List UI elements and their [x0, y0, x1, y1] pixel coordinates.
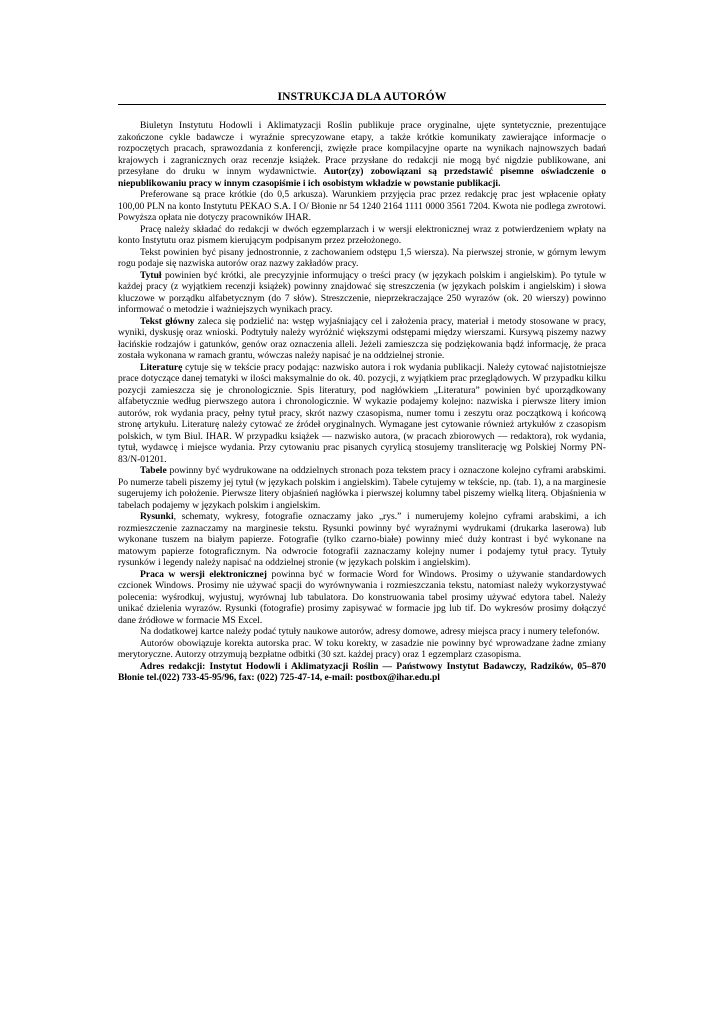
title-rule — [118, 104, 606, 105]
paragraph-text: powinna być w formacie Word for Windows. Prosimy o używanie standardowych czcionek Windows. Prosimy nie używać spacji do wyrównywania i rozmieszczania tekstu, natomiast należy wykorzystywać polecenia: wyśrodkuj, wyjustuj, wyrównaj lub tabulatora. Do konstruowania tabel prosimy używać edytora tabel. Należy unikać dzielenia wyrazów. Rysunki (fotografie) prosimy zapisywać w formacie jpg lub tif. Do wykresów prosimy dołączyć dane źródłowe w formacie MS Excel. — [118, 568, 606, 626]
paragraph-figures — [118, 511, 606, 569]
paragraph-submission — [118, 224, 606, 247]
paragraph-proofreading — [118, 638, 606, 661]
paragraph-text: Na dodatkowej kartce należy podać tytuły naukowe autorów, adresy domowe, adresy miejsca pracy i numery telefonów. — [140, 626, 600, 637]
paragraph-bold-text: Tytuł — [140, 269, 162, 281]
paragraph-intro — [118, 120, 606, 189]
instructions-body — [118, 120, 606, 684]
paragraph-extra-sheet — [118, 626, 606, 638]
paragraph-text: Pracę należy składać do redakcji w dwóch egzemplarzach i w wersji elektronicznej wraz z potwierdzeniem wpłaty na konto Instytutu oraz pismem kierującym podpisanym przez przełożonego. — [118, 223, 606, 246]
paragraph-bold-text: Literaturę — [140, 361, 183, 373]
paragraph-bold-text: Tekst główny — [140, 315, 195, 327]
paragraph-tables — [118, 465, 606, 511]
paragraph-text: cytuje się w tekście pracy podając: nazwisko autora i rok wydania publikacji. Należy cytować najistotniejsze prace dotyczące danej tematyki w ilości maksymalnie do ok. 40. pozycji, z wyjątkiem prac przeglądowych. W przypadku kilku pozycji zamieszcza się je chronologicznie. Spis literatury, pod nagłówkiem „Literatura” powinien być uporządkowany alfabetycznie według pierwszego autora i chronologicznie. W wykazie podajemy kolejno: nazwiska i pierwsze litery imion autorów, rok wydania pracy, pełny tytuł pracy, skrót nazwy czasopisma, numer tomu i zeszytu oraz początkową i końcową stronę artykułu. Literaturę należy cytować ze źródeł oryginalnych. Wymagane jest cytowanie również artykułów z czasopism polskich, w tym Biul. IHAR. W przypadku książek — nazwisko autora, (w pracach zbiorowych — redaktora), rok wydania, tytuł, wydawcę i miejsce wydania. Przy cytowaniu prac pisanych cyrylicą stosujemy transliterację wg Polskiej Normy PN-83/N-01201. — [118, 361, 606, 465]
paragraph-text: Biuletyn Instytutu Hodowli i Aklimatyzacji Roślin publikuje prace oryginalne, ujęte syntetycznie, prezentujące zakończone cykle badawcze i wyraźnie sprecyzowane etapy, a także krótkie komunikaty zawierające informacje o rozpoczętych pracach, sprawozdania z konferencji, zwięzłe prace kompilacyjne oparte na wynikach najnowszych badań krajowych i zagranicznych oraz recenzje książek. Prace przysłane do redakcji nie mogą być nigdzie publikowane, ani przesyłane do druku w innym wydawnictwie. — [118, 120, 606, 177]
editorial-address: Adres redakcji: Instytut Hodowli i Aklimatyzacji Roślin — Państwowy Instytut Badawczy, Radzików, 05–870 Błonie tel.(022) 733-45-95/96, fax: (022) 725-47-14, e-mail: postbox@ihar.edu.pl — [118, 660, 606, 683]
paragraph-length-fee — [118, 189, 606, 224]
paragraph-bold-text: Praca w wersji elektronicznej — [140, 568, 267, 580]
paragraph-bold-text: Rysunki — [140, 511, 174, 522]
page-title: INSTRUKCJA DLA AUTORÓW — [277, 91, 447, 103]
paragraph-text: Tekst powinien być pisany jednostronnie, z zachowaniem odstępu 1,5 wiersza). Na pierwszej stronie, w górnym lewym rogu podaje się nazwiska autorów oraz nazwy zakładów pracy. — [118, 246, 606, 269]
paragraph-bold-text: Autor(zy) zobowiązani są przedstawić pisemne oświadczenie o niepublikowaniu pracy w innym czasopiśmie i ich osobistym wkładzie w powstanie publikacji. — [118, 166, 606, 189]
paragraph-electronic-version — [118, 569, 606, 627]
paragraph-text: zaleca się podzielić na: wstęp wyjaśniający cel i założenia pracy, materiał i metody stosowane w pracy, wyniki, dyskusję oraz wnioski. Podtytuły należy wyróżnić większymi odstępami między wierszami. Kursywą piszemy nazwy łacińskie rodzajów i gatunków, genów oraz oznaczenia alleli. Jeżeli zamieszcza się podziękowania bądź informację, że praca została wykonana w ramach grantu, wówczas należy napisać je na oddzielnej stronie. — [118, 315, 606, 361]
paragraph-title — [118, 270, 606, 316]
paragraph-text: Autorów obowiązuje korekta autorska prac. W toku korekty, w zasadzie nie powinny być wprowadzane żadne zmiany merytoryczne. Autorzy otrzymują bezpłatne odbitki (30 szt. każdej pracy) oraz 1 egzemplarz czasopisma. — [118, 637, 606, 660]
paragraph-text: powinien być krótki, ale precyzyjnie informujący o treści pracy (w językach polskim i angielskim). Po tytule w każdej pracy (z wyjątkiem recenzji książek) powinny znajdować się streszczenia (w językach polskim i angielskim) i słowa kluczowe w porządku alfabetycznym (do 7 słów). Streszczenie, nieprzekraczające 250 wyrazów (ok. 20 wierszy) powinno informować o metodzie i ważniejszych wynikach pracy. — [118, 269, 606, 315]
paragraph-text-format — [118, 247, 606, 270]
paragraph-text: , schematy, wykresy, fotografie oznaczamy jako „rys.” i numerujemy kolejno cyframi arabskimi, a ich rozmieszczenie zaznaczamy na marginesie tekstu. Rysunki powinny być wyraźnymi wydrukami (drukarka laserowa) lub wykonane tuszem na białym papierze. Fotografie (tylko czarno-białe) powinny mieć duży kontrast i być wykonane na matowym papierze fotograficznym. Na odwrocie fotografii zaznaczamy kolejny numer i podajemy tytuł pracy. Tytuły rysunków i legendy należy napisać na oddzielnej stronie (w językach polskim i angielskim). — [118, 511, 606, 568]
paragraph-bold-text: Tabele — [140, 465, 167, 476]
paragraph-text: powinny być wydrukowane na oddzielnych stronach poza tekstem pracy i oznaczone kolejno cyframi arabskimi. Po numerze tabeli piszemy jej tytuł (w językach polskim i angielskim). Tabele cytujemy w tekście, np. (tab. 1), a na marginesie sugerujemy ich położenie. Pierwsze litery objaśnień nagłówka i pierwszej kolumny tabel piszemy wielką literą. Objaśnienia w tabelach podajemy w językach polskim i angielskim. — [118, 465, 606, 511]
paragraph-address — [118, 661, 606, 684]
paragraph-text: Preferowane są prace krótkie (do 0,5 arkusza). Warunkiem przyjęcia prac przez redakcję prac jest wpłacenie opłaty 100,00 PLN na konto Instytutu PEKAO S.A. I O/ Błonie nr 54 1240 2164 1111 0000 3561 7204. Kwota nie podlega zwrotowi. Powyższa opłata nie dotyczy pracowników IHAR. — [118, 189, 606, 223]
paragraph-main-text — [118, 316, 606, 362]
paragraph-literature — [118, 362, 606, 466]
